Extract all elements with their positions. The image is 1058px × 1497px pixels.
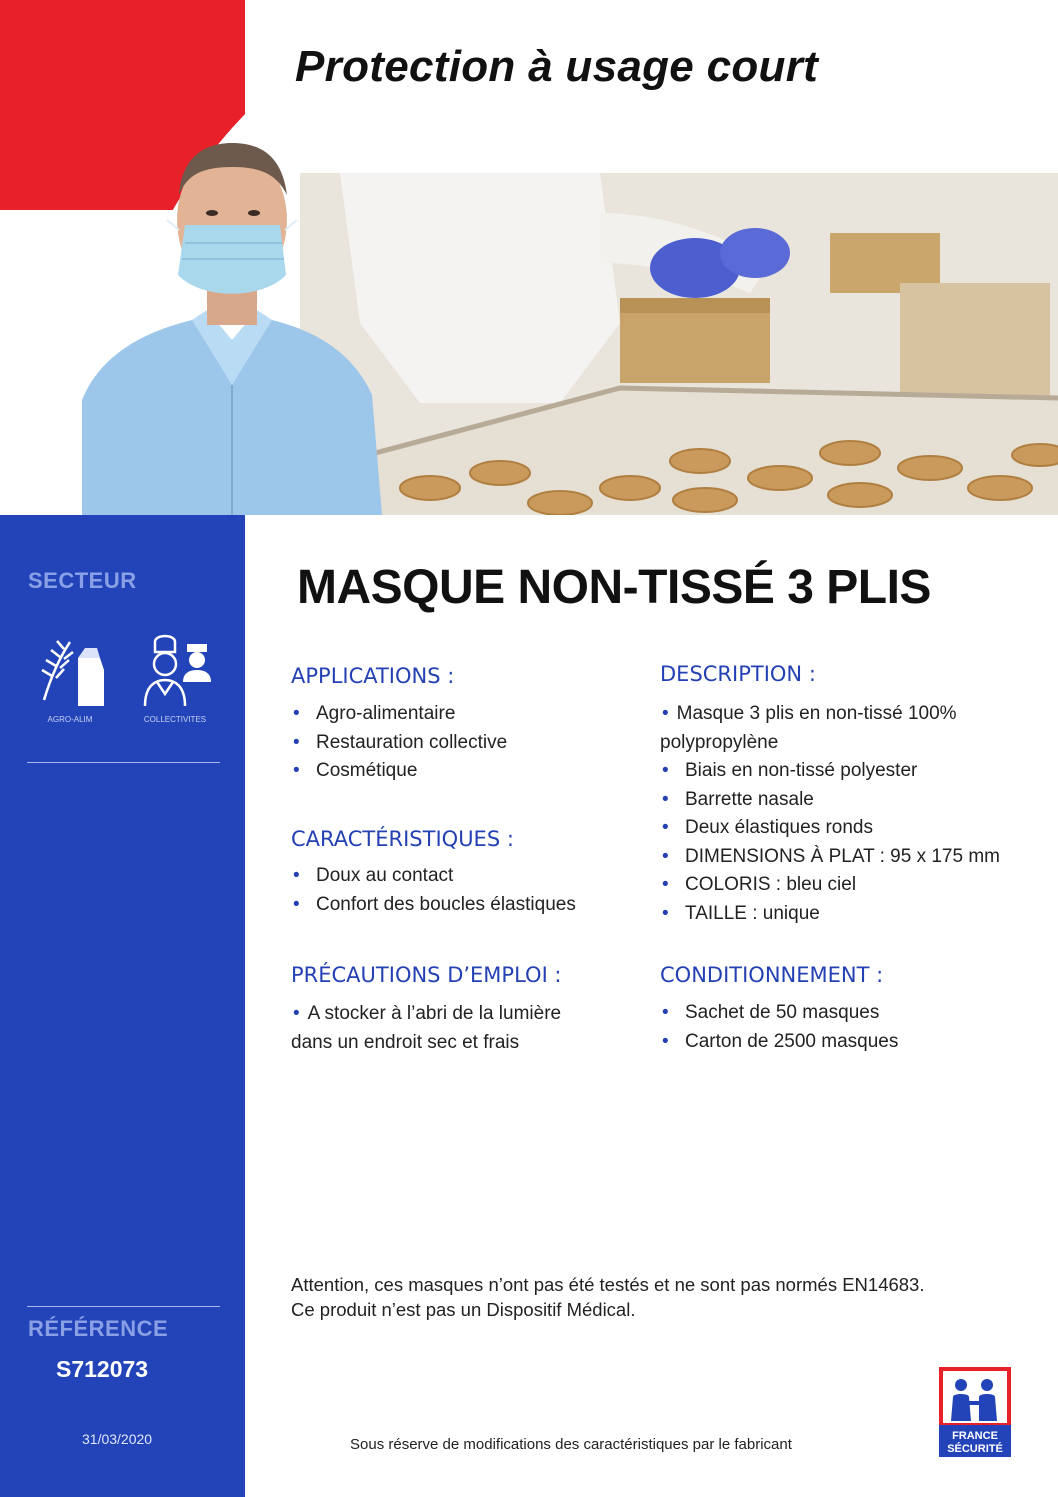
sidebar-divider: [27, 1306, 220, 1307]
sector-catering: [135, 630, 215, 724]
sector-label-agri-food: AGRO-ALIM: [47, 715, 93, 724]
list-item: • Biais en non-tissé polyester: [660, 757, 1055, 786]
precautions-text: • A stocker à l’abri de la lumière dans un endroit sec et frais: [291, 1000, 621, 1057]
footer-note: Sous réserve de modifications des caractéristiques par le fabricant: [350, 1436, 792, 1453]
list-item: • TAILLE : unique: [660, 900, 1055, 929]
applications-list: [291, 700, 621, 786]
logo-text-line2: SÉCURITÉ: [947, 1443, 1003, 1455]
sector-agri-food: [30, 630, 110, 724]
list-item: • Doux au contact: [291, 862, 621, 891]
reference-value: S712073: [56, 1356, 149, 1382]
document-date: 31/03/2020: [82, 1431, 153, 1447]
logo-text-line1: FRANCE: [952, 1430, 998, 1442]
agri-food-icon: [30, 630, 110, 710]
conditionnement-list: [660, 999, 1050, 1056]
applications-heading: APPLICATIONS :: [291, 664, 455, 688]
list-item: • COLORIS : bleu ciel: [660, 871, 1055, 900]
description-line: Masque 3 plis en non-tissé 100%: [676, 703, 957, 724]
sector-heading: SECTEUR: [28, 568, 137, 593]
list-item: • Cosmétique: [291, 757, 621, 786]
list-item: • Agro-alimentaire: [291, 700, 621, 729]
france-securite-logo: [939, 1367, 1011, 1457]
precautions-heading: PRÉCAUTIONS D’EMPLOI :: [291, 963, 562, 987]
warning-line: Attention, ces masques n’ont pas été testés et ne sont pas normés EN14683.: [291, 1274, 925, 1295]
sidebar-divider: [27, 762, 220, 763]
caracteristiques-list: [291, 862, 621, 919]
sector-label-catering: COLLECTIVITES: [143, 715, 207, 724]
product-title: MASQUE NON-TISSÉ 3 PLIS: [297, 561, 931, 614]
caracteristiques-heading: CARACTÉRISTIQUES :: [291, 827, 514, 851]
list-item: • DIMENSIONS À PLAT : 95 x 175 mm: [660, 843, 1055, 872]
list-item: • Deux élastiques ronds: [660, 814, 1055, 843]
reference-heading: RÉFÉRENCE: [28, 1316, 169, 1341]
list-item: • Confort des boucles élastiques: [291, 891, 621, 920]
warning-line: Ce produit n’est pas un Dispositif Médical.: [291, 1299, 636, 1320]
list-item: • Barrette nasale: [660, 786, 1055, 815]
page-title: Protection à usage court: [295, 42, 819, 91]
list-item: • Restauration collective: [291, 729, 621, 758]
precautions-line: A stocker à l’abri de la lumière: [307, 1003, 562, 1024]
list-item: • Sachet de 50 masques: [660, 999, 1050, 1028]
precautions-line: dans un endroit sec et frais: [291, 1031, 520, 1053]
description-first-item: • Masque 3 plis en non-tissé 100% polypropylène: [660, 700, 1050, 757]
masked-worker-photo: [82, 125, 382, 515]
description-line: polypropylène: [660, 731, 779, 753]
list-item: • Carton de 2500 masques: [660, 1028, 1050, 1057]
conditionnement-heading: CONDITIONNEMENT :: [660, 963, 884, 987]
description-heading: DESCRIPTION :: [660, 662, 816, 686]
bakery-photo: [300, 173, 1058, 515]
warning-notice: [291, 1272, 925, 1322]
description-list: [660, 757, 1055, 928]
catering-staff-icon: [135, 630, 215, 710]
